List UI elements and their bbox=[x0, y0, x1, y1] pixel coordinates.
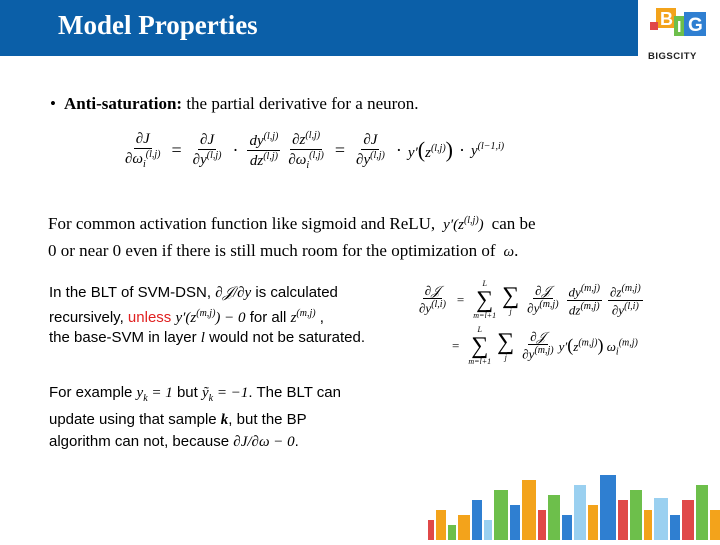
header-bar bbox=[0, 0, 638, 56]
blt-unless: unless bbox=[127, 308, 172, 326]
blt-line2b: for all bbox=[249, 308, 287, 326]
blt-z-expr: $z^{(m,j)}$ bbox=[290, 307, 316, 326]
bullet-icon: • bbox=[50, 94, 56, 113]
para-derivative-expr: $y'(z^{(l,j)})$ bbox=[439, 215, 488, 233]
blt-line1a: In the BLT of SVM-DSN, bbox=[49, 284, 212, 301]
example-description bbox=[49, 382, 399, 453]
ex-ytilde-expr: ỹ$_k$ = −1 bbox=[202, 385, 249, 404]
ex-line2b: , but the BP bbox=[228, 411, 307, 428]
bullet-text: the partial derivative for a neuron. bbox=[186, 94, 419, 113]
bullet-anti-saturation bbox=[50, 94, 419, 114]
ex-yk-expr: $y_k = 1$ bbox=[136, 385, 173, 404]
ex-k: k bbox=[220, 412, 229, 428]
bullet-label: Anti-saturation: bbox=[64, 94, 183, 113]
blt-description: In the BLT of SVM-DSN, ∂𝒥/∂y is calculated recursively, unless $y'(z^{(m,j)}) - 0$ for all $z^{(m,j)}$ , the base-SVM in layer l would not be saturated. bbox=[49, 284, 366, 346]
blt-line3: the base-SVM in layer bbox=[49, 329, 197, 346]
blt-line1b: is calculated bbox=[255, 284, 338, 301]
para-omega: ω bbox=[499, 244, 515, 260]
para-line1-start: For common activation function like sigmoid and ReLU, bbox=[48, 214, 436, 233]
para-line2-end: . bbox=[514, 241, 519, 260]
city-skyline-graphic bbox=[428, 470, 720, 540]
ex-line1a: For example bbox=[49, 384, 133, 401]
ex-line1b: but bbox=[176, 384, 198, 401]
svg-text:I: I bbox=[677, 19, 682, 36]
ex-line3b: . bbox=[294, 433, 299, 450]
equation-derivative-chain: $\frac{\partial J}{\partial\omega_i^{(l,j)}}$ = $\frac{\partial J}{\partial y^{(l,j)}}$ · $\frac{dy^{(l,j)}}{dz^{(l,j)}}$ $\frac{\partial z^{(l,j)}}{\partial\omega_i^{(l,j)}}$ = $\frac{\partial J}{\partial y^{(l,j)}}$ · $y'(z^{(l,j)})$ · $y^{(l-1,i)}$ bbox=[125, 130, 505, 171]
svg-text:B: B bbox=[660, 9, 673, 29]
svg-text:G: G bbox=[688, 15, 703, 36]
para-line2: 0 or near 0 even if there is still much room for the optimization of bbox=[48, 241, 496, 260]
ex-line1c: . The BLT can bbox=[248, 384, 341, 401]
blt-zero-expr: $y'(z^{(m,j)}) - 0$ bbox=[175, 307, 246, 326]
ex-line3a: algorithm can not, because bbox=[49, 433, 230, 450]
activation-paragraph bbox=[48, 208, 688, 265]
ex-line2a: update using that sample bbox=[49, 411, 217, 428]
blt-partial-expr: ∂𝒥/∂y bbox=[215, 285, 252, 301]
blt-line3b: would not be saturated. bbox=[209, 329, 366, 346]
blt-layer-l: l bbox=[200, 330, 205, 346]
equation-sum: $\frac{\text{∂𝒥}}{\partial y^{(l,i)}}$ = L ∑ m=l+1 ∑ j $\frac{\text{∂𝒥}}{\partial y^{(m,j)}}$ $\frac{dy^{(m,j)}}{dz^{(m,j)}}$ $\frac{\partial z^{(m,j)}}{\partial y^{(l,i)}}$ = L ∑ m=l+1 ∑ j $\frac{\text{∂𝒥}}{\partial y^{(m,j)}}$ $y'(z^{(m,j)})$ $\omega_i^{(m,j)}$ bbox=[419, 279, 641, 366]
ex-partial-expr: ∂J/∂ω − 0 bbox=[233, 434, 295, 450]
blt-line2a: recursively, bbox=[49, 308, 124, 326]
logo-text: BIGSCITY bbox=[648, 51, 697, 62]
page-title: Model Properties bbox=[58, 10, 258, 40]
para-line1-end: can be bbox=[491, 214, 536, 233]
